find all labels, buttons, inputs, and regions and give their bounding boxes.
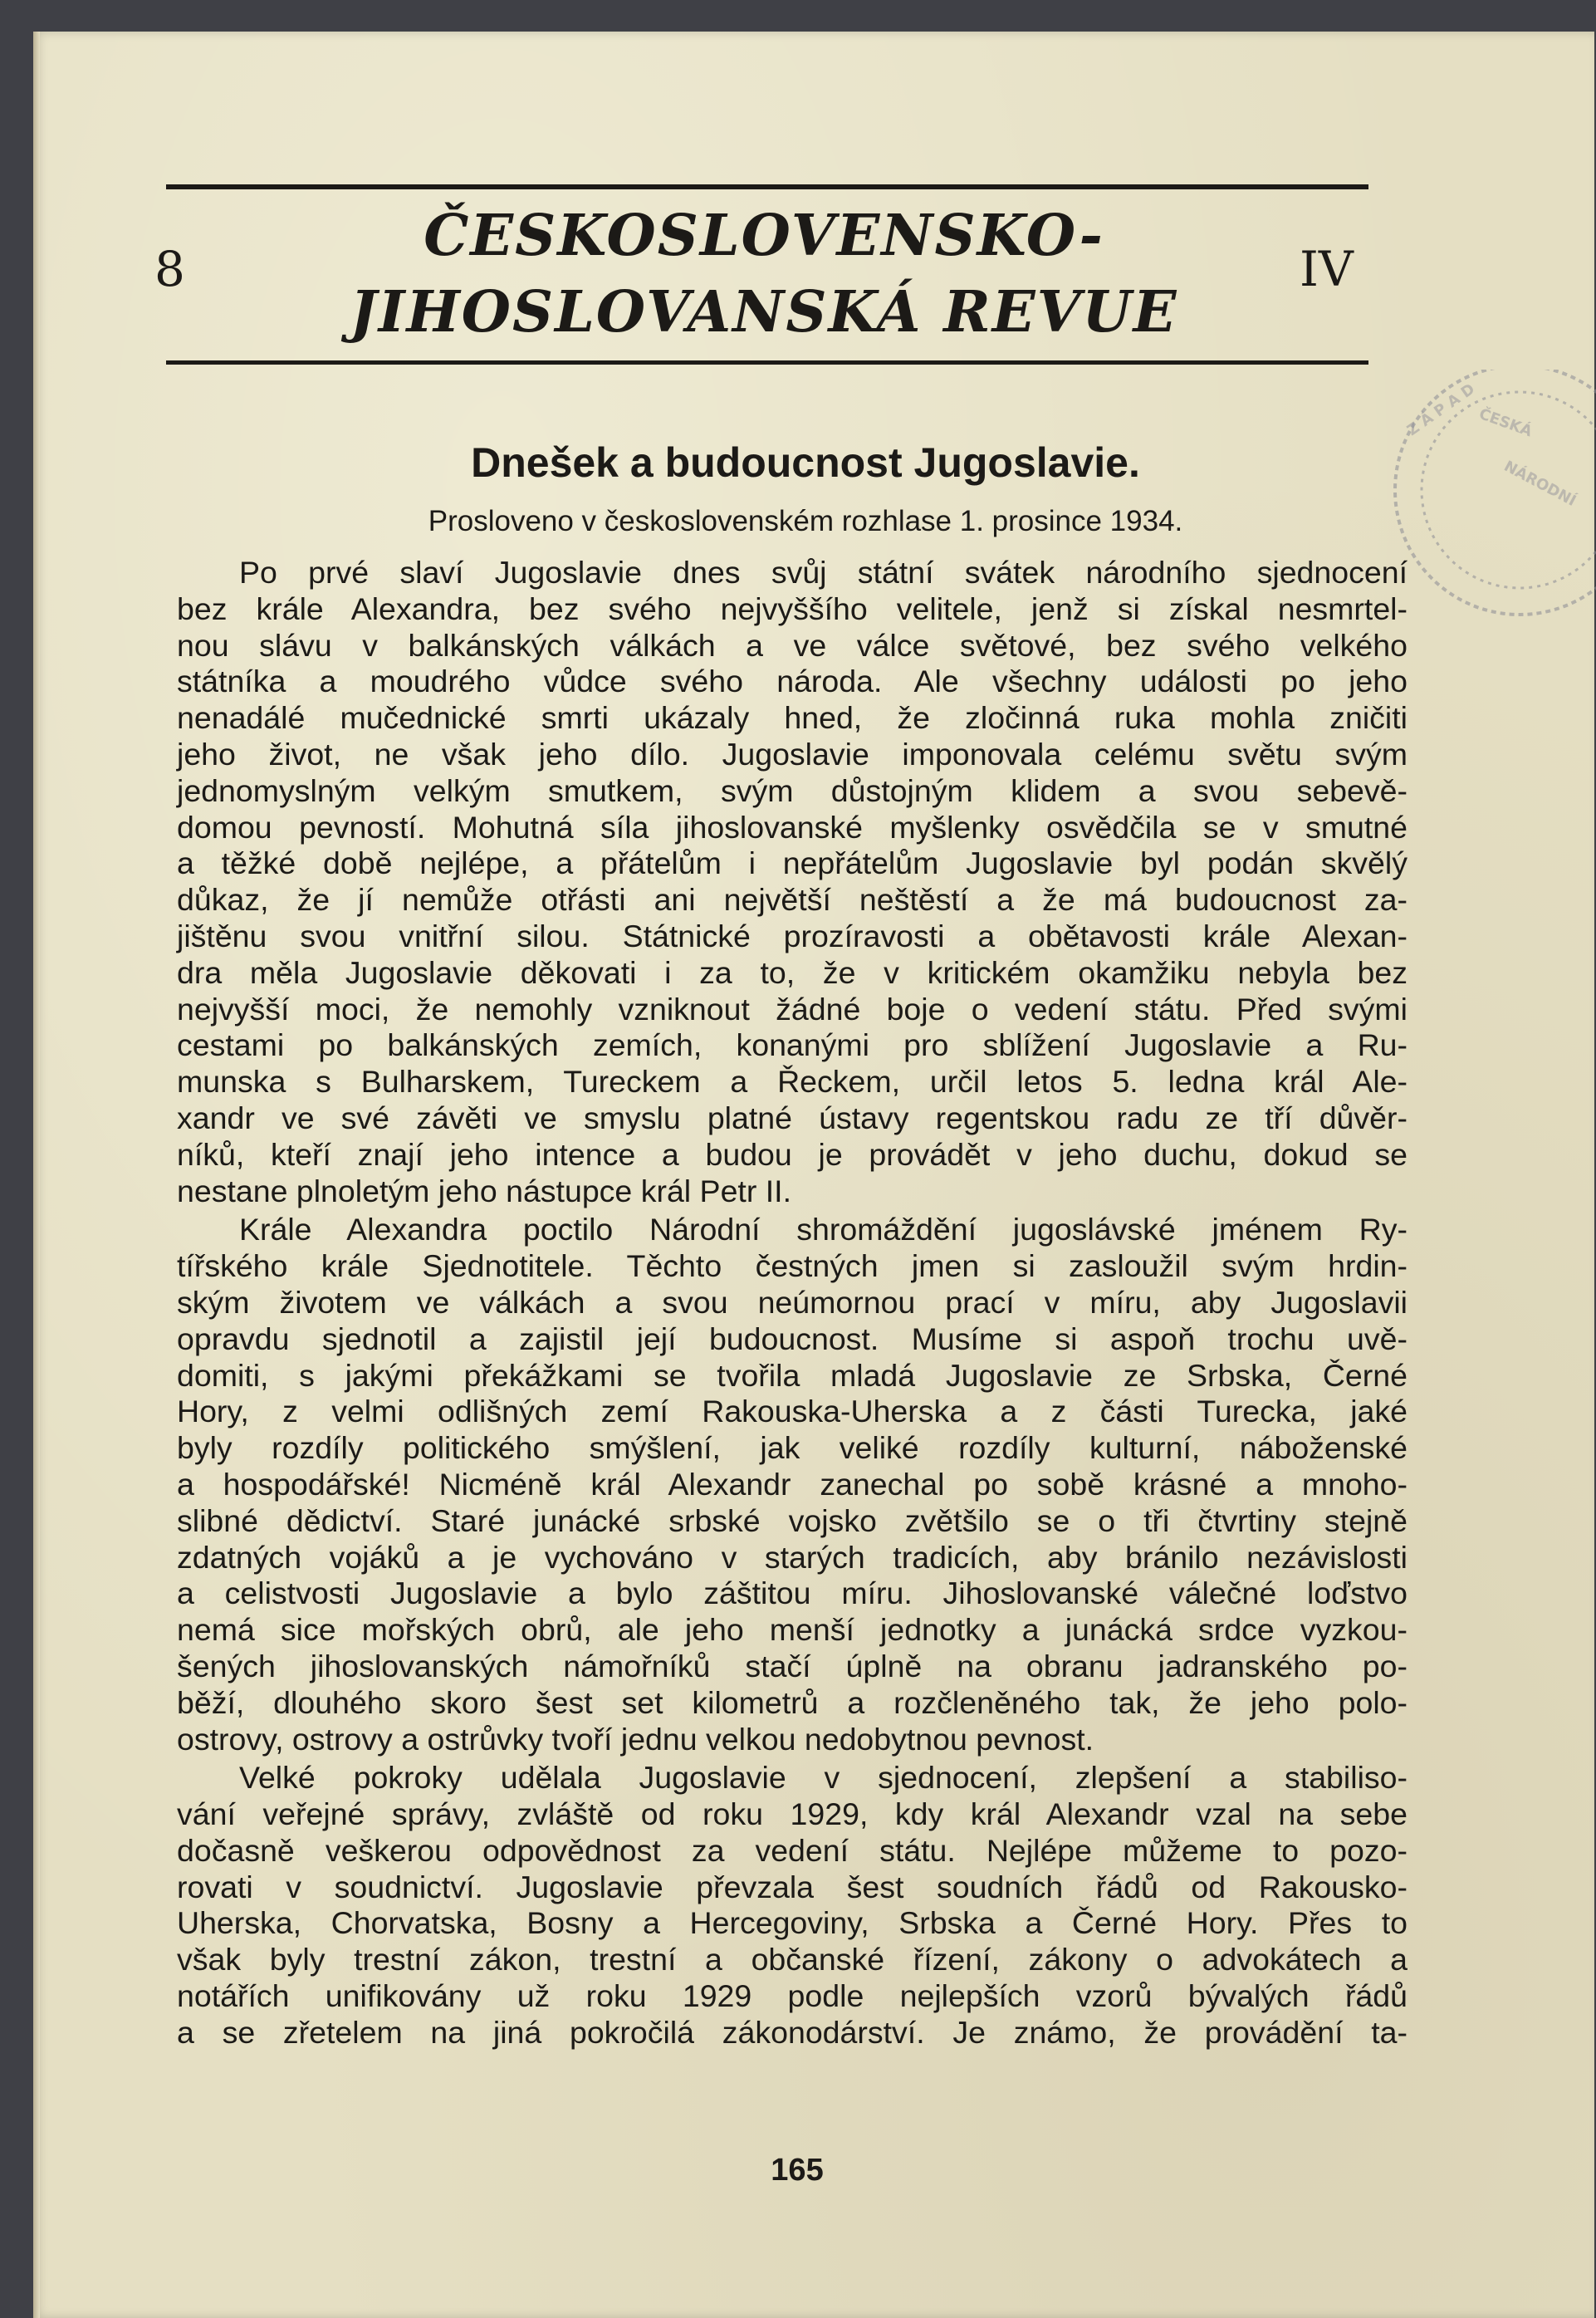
page-number: 8 bbox=[154, 241, 185, 297]
text-line: dočasně veškerou odpovědnost za vedení státu. Nejlépe můžeme to pozo- bbox=[177, 1832, 1408, 1868]
masthead-bottom-rule bbox=[166, 360, 1368, 365]
text-line: cestami po balkánských zemích, konanými pro sblížení Jugoslavie a Ru- bbox=[177, 1027, 1408, 1063]
text-line: xandr ve své závěti ve smyslu platné ústavy regentskou radu ze tří důvěr- bbox=[177, 1100, 1408, 1135]
text-line: běží, dlouhého skoro šest set kilometrů a rozčleněného tak, že jeho polo- bbox=[177, 1684, 1408, 1720]
paragraph-2 bbox=[177, 1212, 1408, 1757]
text-line: státníka a moudrého vůdce svého národa. Ale všechny události po jeho bbox=[177, 664, 1408, 699]
text-line: nou slávu v balkánských válkách a ve válce světové, bez svého velkého bbox=[177, 627, 1408, 663]
text-line: tířského krále Sjednotitele. Těchto čestných jmen si zasloužil svým hrdin- bbox=[177, 1248, 1408, 1284]
text-line: šených jihoslovanských námořníků stačí úplně na obranu jadranského po- bbox=[177, 1648, 1408, 1683]
text-line: nestane plnoletým jeho nástupce král Petr II. bbox=[177, 1173, 792, 1208]
text-line: bez krále Alexandra, bez svého nejvyššího velitele, jenž si získal nesmrtel- bbox=[177, 591, 1408, 626]
text-line: ostrovy, ostrovy a ostrůvky tvoří jednu velkou nedobytnou pevnost. bbox=[177, 1721, 1094, 1757]
svg-text:NÁRODNÍ: NÁRODNÍ bbox=[1501, 457, 1579, 510]
page-binding-edge bbox=[33, 32, 40, 2318]
text-line: a celistvosti Jugoslavie a bylo záštitou míru. Jihoslovanské válečné loďstvo bbox=[177, 1576, 1408, 1611]
article-title: Dnešek a budoucnost Jugoslavie. bbox=[471, 439, 1140, 486]
text-line: domou pevností. Mohutná síla jihoslovanské myšlenky osvědčila se v smutné bbox=[177, 809, 1408, 845]
svg-text:Z Á P A D: Z Á P A D bbox=[1403, 380, 1478, 440]
text-line: opravdu sjednotil a zajistil její budoucnost. Musíme si aspoň trochu uvě- bbox=[177, 1321, 1408, 1356]
text-line: zdatných vojáků a je vychováno v starých tradicích, aby bránilo nezávislosti bbox=[177, 1539, 1408, 1575]
article-body bbox=[177, 555, 1408, 2051]
text-line: domiti, s jakými překážkami se tvořila mladá Jugoslavie ze Srbska, Černé bbox=[177, 1357, 1408, 1393]
folio-number: 165 bbox=[771, 2153, 824, 2188]
text-line: a se zřetelem na jiná pokročilá zákonodárství. Je známo, že provádění ta- bbox=[177, 2014, 1408, 2050]
text-line: byly rozdíly politického smýšlení, jak veliké rozdíly kulturní, náboženské bbox=[177, 1430, 1408, 1466]
masthead-top-rule bbox=[166, 184, 1368, 189]
journal-title-line1: ČESKOSLOVENSKO- bbox=[423, 203, 1104, 269]
text-line: nejvyšší moci, že nemohly vzniknout žádné boje o vedení státu. Před svými bbox=[177, 991, 1408, 1027]
text-line: rovati v soudnictví. Jugoslavie převzala šest soudních řádů od Rakousko- bbox=[177, 1869, 1408, 1904]
text-line: vání veřejné správy, zvláště od roku 1929, kdy král Alexandr vzal na sebe bbox=[177, 1796, 1408, 1832]
text-line: však byly trestní zákon, trestní a občanské řízení, zákony o advokátech a bbox=[177, 1942, 1408, 1977]
text-line: níků, kteří znají jeho intence a budou je provádět v jeho duchu, dokud se bbox=[177, 1136, 1408, 1172]
volume-number: IV bbox=[1300, 241, 1354, 297]
journal-title-line2: JIHOSLOVANSKÁ REVUE bbox=[350, 279, 1178, 345]
paragraph-1 bbox=[177, 555, 1408, 1209]
text-line: nenadálé mučednické smrti ukázaly hned, že zločinná ruka mohla zničiti bbox=[177, 700, 1408, 736]
text-line: Velké pokroky udělala Jugoslavie v sjednocení, zlepšení a stabiliso- bbox=[239, 1760, 1408, 1796]
text-line: munska s Bulharskem, Tureckem a Řeckem, určil letos 5. ledna král Ale- bbox=[177, 1064, 1408, 1100]
text-line: Po prvé slaví Jugoslavie dnes svůj státní svátek národního sjednocení bbox=[239, 555, 1408, 590]
text-line: dra měla Jugoslavie děkovati i za to, že v kritickém okamžiku nebyla bez bbox=[177, 954, 1408, 990]
text-line: a hospodářské! Nicméně král Alexandr zanechal po sobě krásné a mnoho- bbox=[177, 1466, 1408, 1502]
text-line: jednomyslným velkým smutkem, svým důstojným klidem a svou sebevě- bbox=[177, 772, 1408, 808]
text-line: Hory, z velmi odlišných zemí Rakouska-Uherska a z části Turecka, jaké bbox=[177, 1394, 1408, 1429]
svg-text:ČESKÁ: ČESKÁ bbox=[1476, 404, 1535, 441]
text-line: jeho život, ne však jeho dílo. Jugoslavie imponovala celému světu svým bbox=[177, 736, 1408, 772]
text-line: Krále Alexandra poctilo Národní shromáždění jugoslávské jménem Ry- bbox=[239, 1212, 1408, 1247]
article-subtitle: Prosloveno v československém rozhlase 1. prosince 1934. bbox=[428, 505, 1183, 537]
paragraph-3 bbox=[177, 1760, 1408, 2051]
text-line: důkaz, že jí nemůže otřásti ani největší neštěstí a že má budoucnost za- bbox=[177, 882, 1408, 918]
text-line: Uherska, Chorvatska, Bosny a Hercegoviny, Srbska a Černé Hory. Přes to bbox=[177, 1905, 1408, 1941]
text-line: ským životem ve válkách a svou neúmornou prací v míru, aby Jugoslavii bbox=[177, 1284, 1408, 1320]
text-line: notářích unifikovány už roku 1929 podle nejlepších vzorů bývalých řádů bbox=[177, 1978, 1408, 2014]
text-line: a těžké době nejlépe, a přátelům i nepřátelům Jugoslavie byl podán skvělý bbox=[177, 845, 1408, 881]
text-line: jištěnu svou vnitřní silou. Státnické prozíravosti a obětavosti krále Alexan- bbox=[177, 918, 1408, 953]
text-line: slibné dědictví. Staré junácké srbské vojsko zvětšilo se o tři čtvrtiny stejně bbox=[177, 1502, 1408, 1538]
text-line: nemá sice mořských obrů, ale jeho menší jednotky a junácká srdce vyzkou- bbox=[177, 1612, 1408, 1648]
